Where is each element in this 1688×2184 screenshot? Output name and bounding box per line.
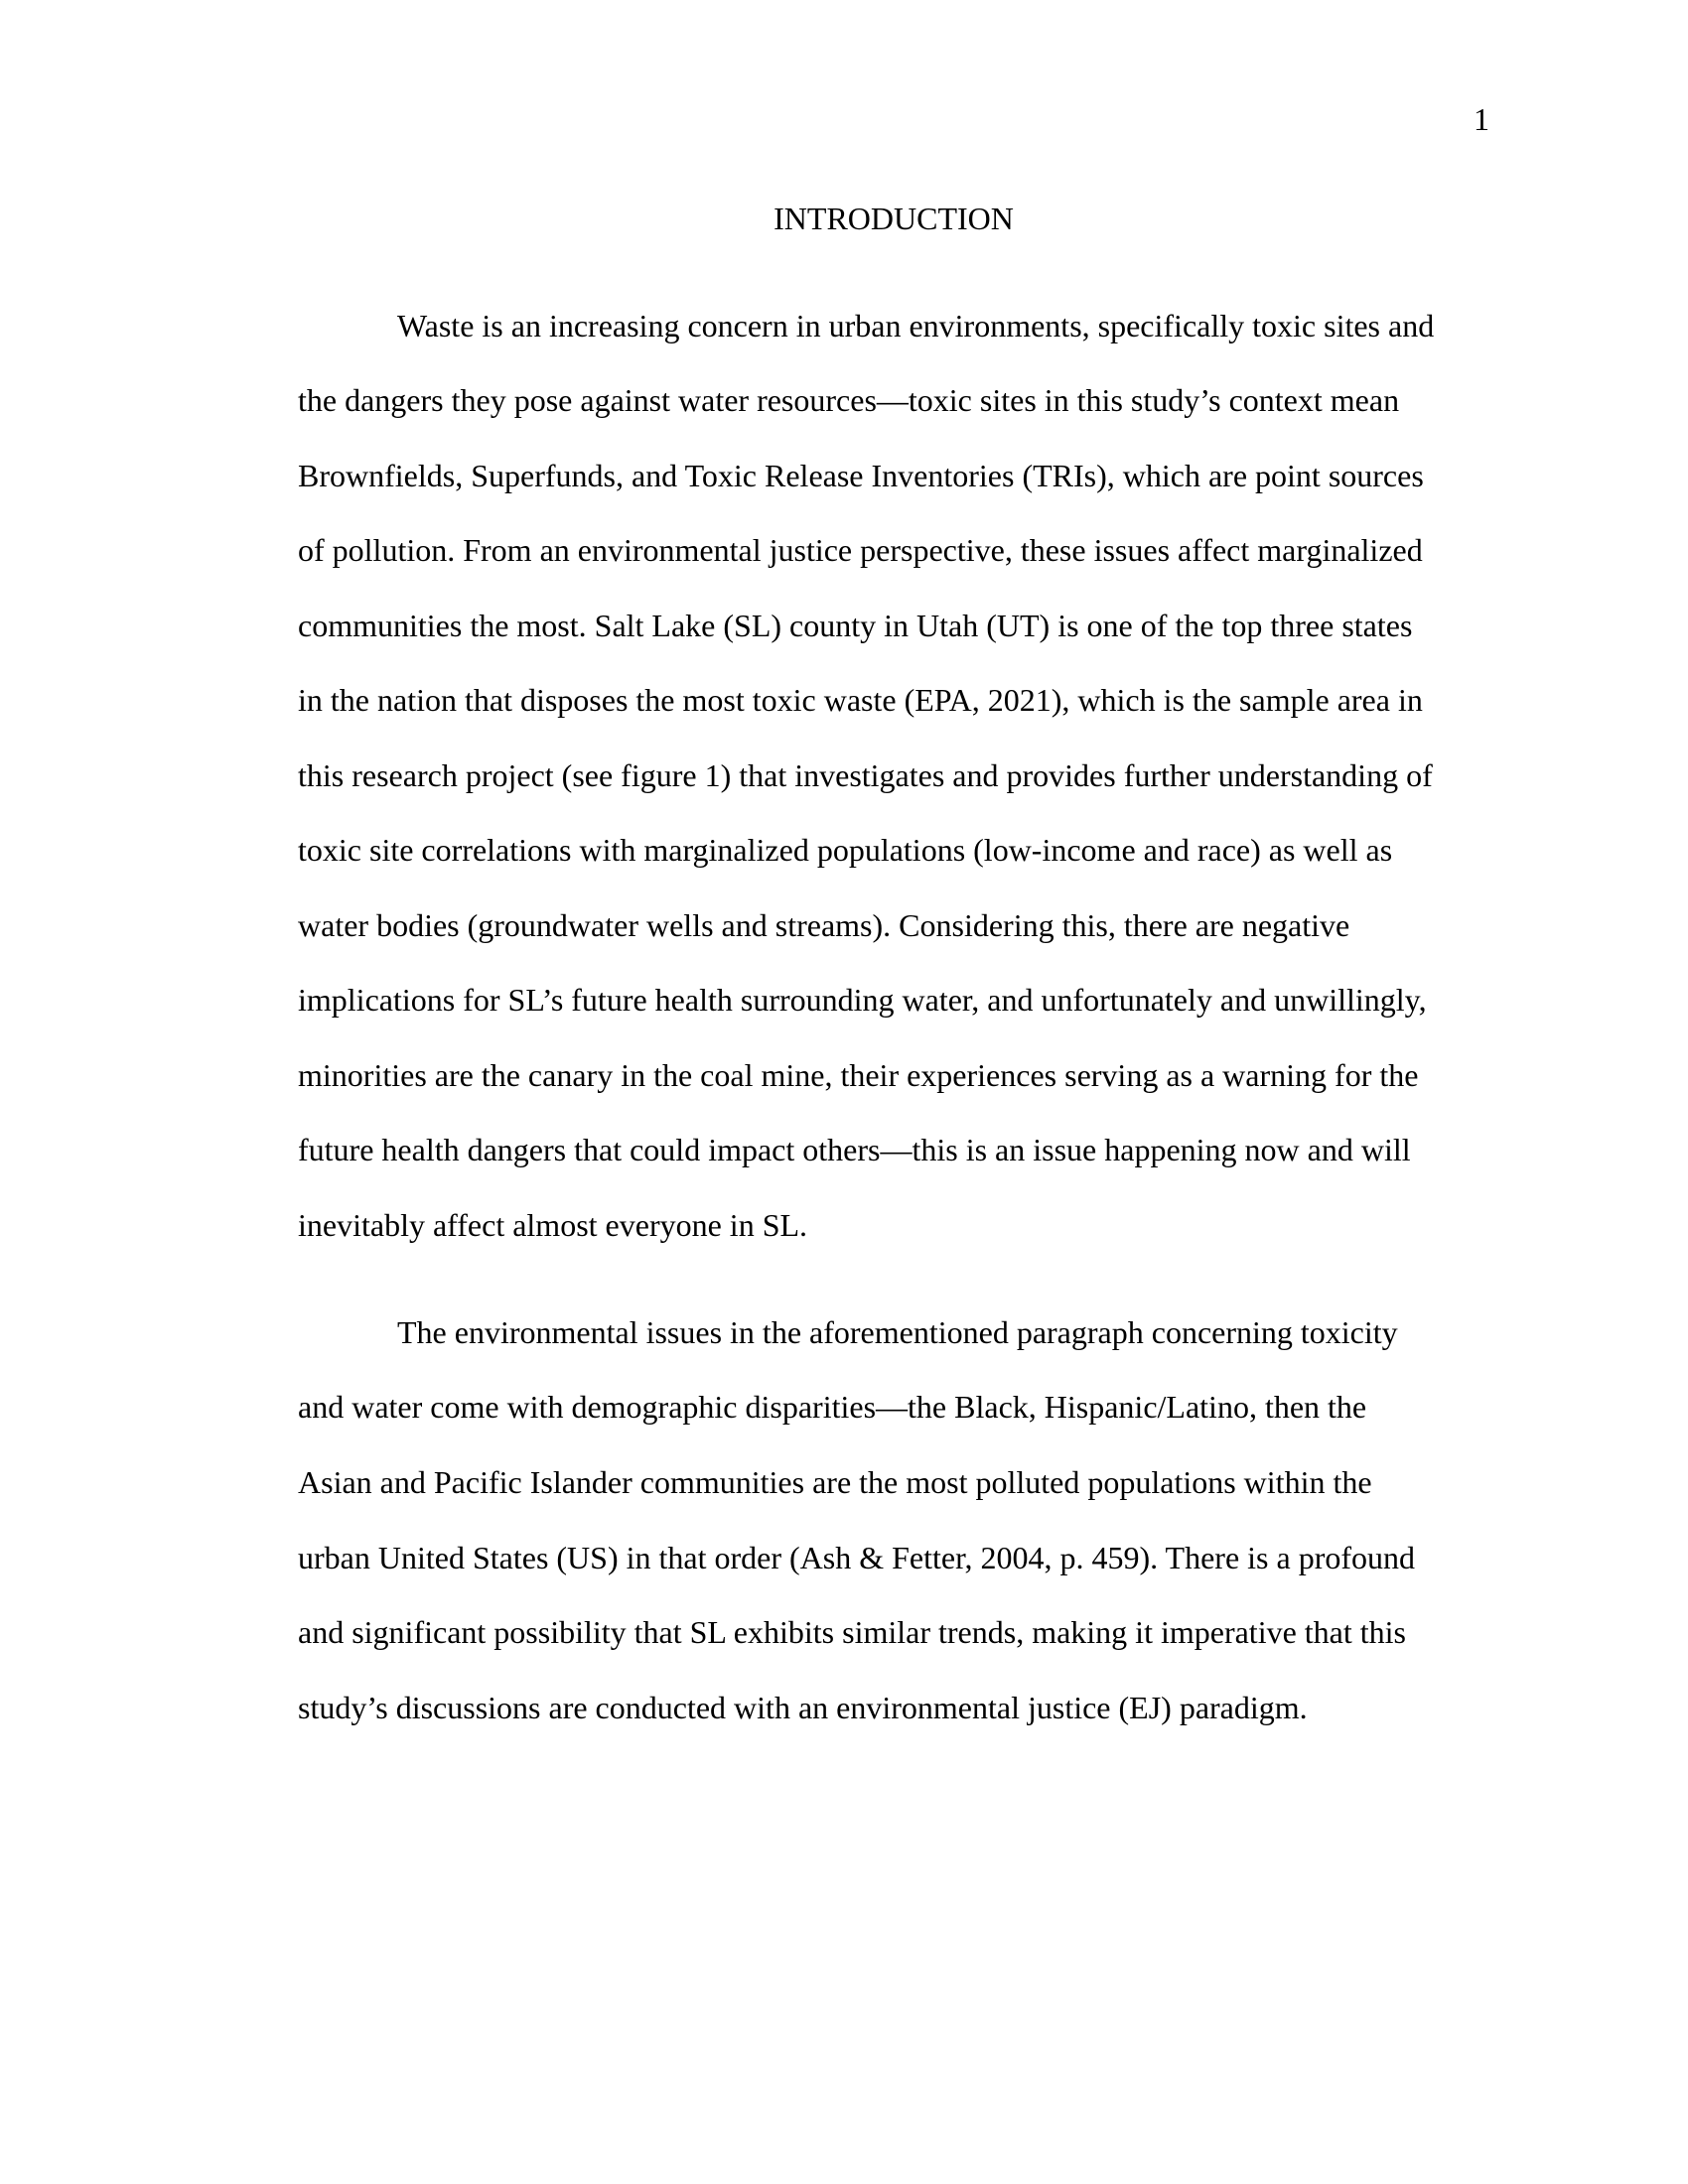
section-heading: INTRODUCTION	[774, 201, 1014, 236]
paragraph-line: study’s discussions are conducted with an environmental justice (EJ) paradigm.	[298, 1690, 1308, 1725]
paragraph-line: communities the most. Salt Lake (SL) county in Utah (UT) is one of the top three states	[298, 608, 1413, 643]
paragraph-line: and water come with demographic disparities—the Black, Hispanic/Latino, then the	[298, 1389, 1367, 1425]
paragraph-line: toxic site correlations with marginalized populations (low-income and race) as well as	[298, 832, 1393, 868]
paragraph-line: this research project (see figure 1) that investigates and provides further understanding of	[298, 757, 1433, 793]
paragraph-line: minorities are the canary in the coal mine, their experiences serving as a warning for the	[298, 1057, 1419, 1093]
paragraph-line: implications for SL’s future health surrounding water, and unfortunately and unwillingly,	[298, 982, 1427, 1018]
paragraph-line: the dangers they pose against water resources—toxic sites in this study’s context mean	[298, 382, 1400, 418]
paragraph-line: Asian and Pacific Islander communities are the most polluted populations within the	[298, 1464, 1372, 1500]
paragraph-line: of pollution. From an environmental justice perspective, these issues affect marginalized	[298, 532, 1423, 568]
page-number: 1	[1474, 101, 1489, 137]
paragraph-line: future health dangers that could impact others—this is an issue happening now and will	[298, 1132, 1411, 1167]
paragraph-line: water bodies (groundwater wells and streams). Considering this, there are negative	[298, 907, 1350, 943]
paragraph-line: urban United States (US) in that order (Ash & Fetter, 2004, p. 459). There is a profound	[298, 1540, 1416, 1575]
paragraph-line: and significant possibility that SL exhibits similar trends, making it imperative that this	[298, 1614, 1406, 1650]
paragraph-line: Brownfields, Superfunds, and Toxic Release Inventories (TRIs), which are point sources	[298, 458, 1424, 493]
paragraph-line: Waste is an increasing concern in urban environments, specifically toxic sites and	[397, 308, 1435, 343]
paragraph-line: inevitably affect almost everyone in SL.	[298, 1207, 808, 1243]
paragraph-line: The environmental issues in the aforementioned paragraph concerning toxicity	[397, 1314, 1398, 1350]
paragraph-line: in the nation that disposes the most toxic waste (EPA, 2021), which is the sample area in	[298, 682, 1423, 718]
